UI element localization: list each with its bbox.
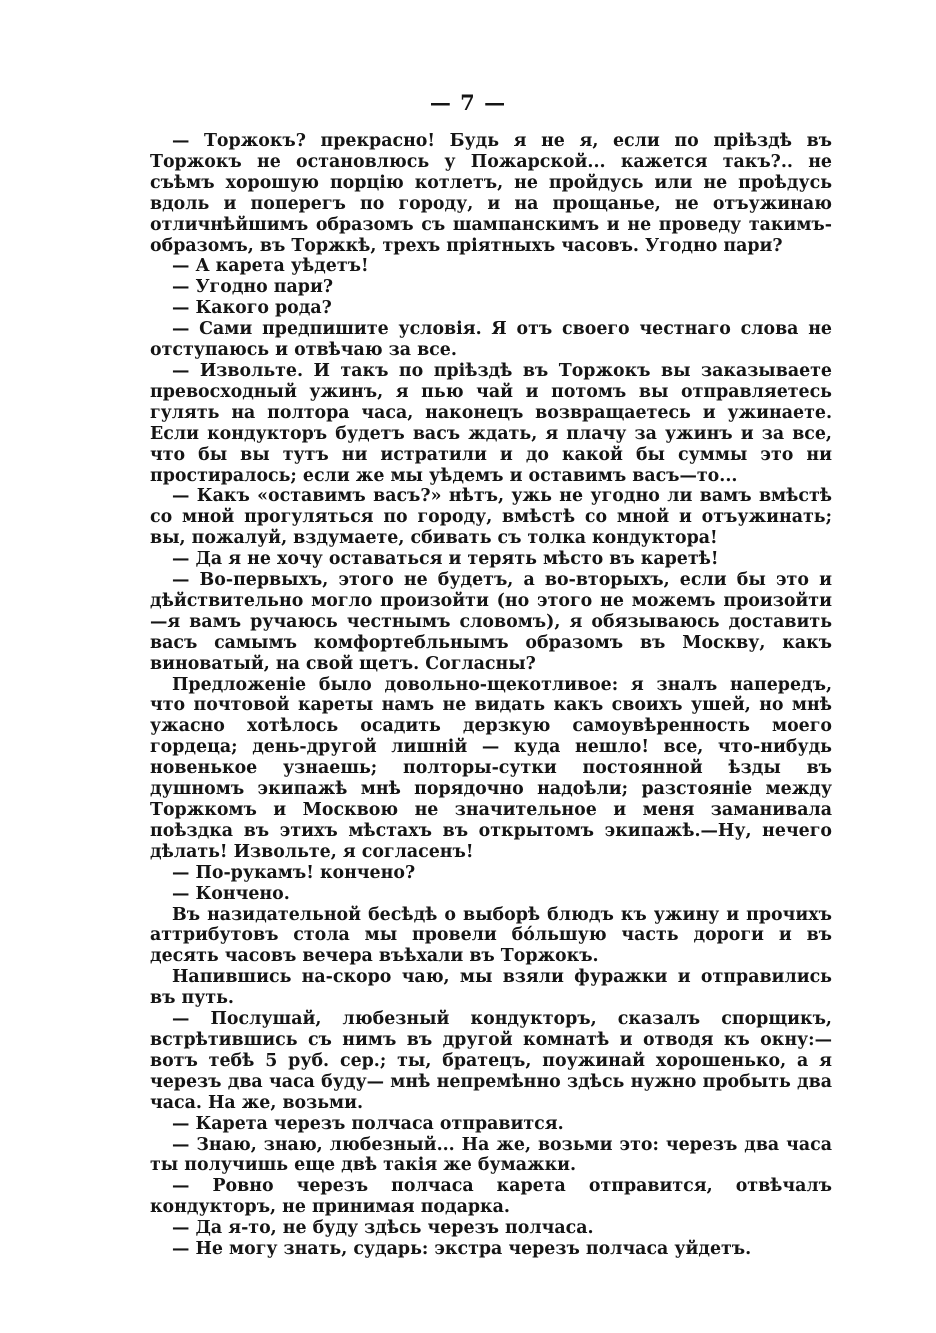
paragraph-14: Напившись на-скоро чаю, мы взяли фуражки и отправились въ путь. xyxy=(150,967,832,1009)
paragraph-10: Предложеніе было довольно-щекотливое: я зналъ напередъ, что почтовой кареты намъ не видать какъ своихъ ушей, но мнѣ ужасно хотѣлось осадить дерзкую самоувѣренность моего гордеца; день-другой лишній — куда нешло! все, что-нибудь новенькое узнаешь; полторы-сутки постоянной ѣзды въ душномъ экипажѣ мнѣ порядочно надоѣли; разстояніе между Торжкомъ и Москвою не значительное и меня заманивала поѣздка въ этихъ мѣстахъ въ открытомъ экипажѣ.—Ну, нечего дѣлать! Извольте, я согласенъ! xyxy=(150,674,832,862)
paragraph-16: — Карета черезъ полчаса отправится. xyxy=(172,1113,564,1134)
paragraph-18: — Ровно черезъ полчаса карета отправится, отвѣчалъ кондукторъ, не принимая подарка. xyxy=(150,1176,832,1218)
paragraph-9: — Во-первыхъ, этого не будетъ, а во-вторыхъ, если бы это и дѣйствительно могло произойти (но этого не можемъ произойти—я вамъ ручаюсь честнымъ словомъ), я обязываюсь доставить васъ самымъ комфортебльнымъ образомъ въ Москву, какъ виноватый, на свой щетъ. Согласны? xyxy=(150,570,832,674)
paragraph-2: — А карета уѣдетъ! xyxy=(172,256,369,277)
paragraph-6: — Извольте. И такъ по пріѣздѣ въ Торжокъ вы заказываете превосходный ужинъ, я пью чай и потомъ вы отправляетесь гулять на полтора часа, наконецъ возвращаетесь и ужинаете. Если кондукторъ будетъ васъ ждать, я плачу за ужинъ и за все, что бы вы тутъ ни истратили и до какой бы суммы это ни простиралось; если же мы уѣдемъ и оставимъ васъ—то... xyxy=(150,360,832,486)
paragraph-13: Въ назидательной бесѣдѣ о выборѣ блюдъ къ ужину и прочихъ аттрибутовъ стола мы провели бо́льшую часть дороги и въ десять часовъ вечера въѣхали въ Торжокъ. xyxy=(150,904,832,967)
body-text xyxy=(150,131,832,1260)
paragraph-8: — Да я не хочу оставаться и терять мѣсто въ каретѣ! xyxy=(172,549,719,570)
paragraph-1: — Торжокъ? прекрасно! Будь я не я, если по пріѣздѣ въ Торжокъ не остановлюсь у Пожарской... кажется такъ?.. не съѣмъ хорошую порцію котлетъ, не пройдусь или не проѣдусь вдоль и поперегъ по городу, и на прощанье, не отъужинаю отличнѣйшимъ образомъ съ шампанскимъ и не проведу такимъ-образомъ, въ Торжкѣ, трехъ пріятныхъ часовъ. Угодно пари? xyxy=(150,131,832,256)
page-number: — 7 — xyxy=(429,90,507,115)
paragraph-17: — Знаю, знаю, любезный... На же, возьми это: черезъ два часа ты получишь еще двѣ такія же бумажки. xyxy=(150,1134,832,1176)
paragraph-20: — Не могу знать, сударь: экстра черезъ полчаса уйдетъ. xyxy=(172,1239,752,1260)
paragraph-11: — По-рукамъ! кончено? xyxy=(172,862,416,883)
paragraph-4: — Какого рода? xyxy=(172,298,332,319)
paragraph-15: — Послушай, любезный кондукторъ, сказалъ спорщикъ, встрѣтившись съ нимъ въ другой комнатѣ и отводя къ окну:—вотъ тебѣ 5 руб. сер.; ты, братецъ, поужинай хорошенько, а я черезъ два часа буду— мнѣ непремѣнно здѣсь нужно пробыть два часа. На же, возьми. xyxy=(150,1009,832,1113)
paragraph-19: — Да я-то, не буду здѣсь черезъ полчаса. xyxy=(172,1218,594,1239)
paragraph-5: — Сами предпишите условія. Я отъ своего честнаго слова не отступаюсь и отвѣчаю за все. xyxy=(150,319,832,361)
paragraph-7: — Какъ «оставимъ васъ?» нѣтъ, ужь не угодно ли вамъ вмѣстѣ со мной прогуляться по городу, вмѣстѣ со мной и отъужинать; вы, пожалуй, вздумаете, сбивать съ толка кондуктора! xyxy=(150,486,832,549)
paragraph-12: — Кончено. xyxy=(172,883,290,904)
paragraph-3: — Угодно пари? xyxy=(172,277,334,298)
